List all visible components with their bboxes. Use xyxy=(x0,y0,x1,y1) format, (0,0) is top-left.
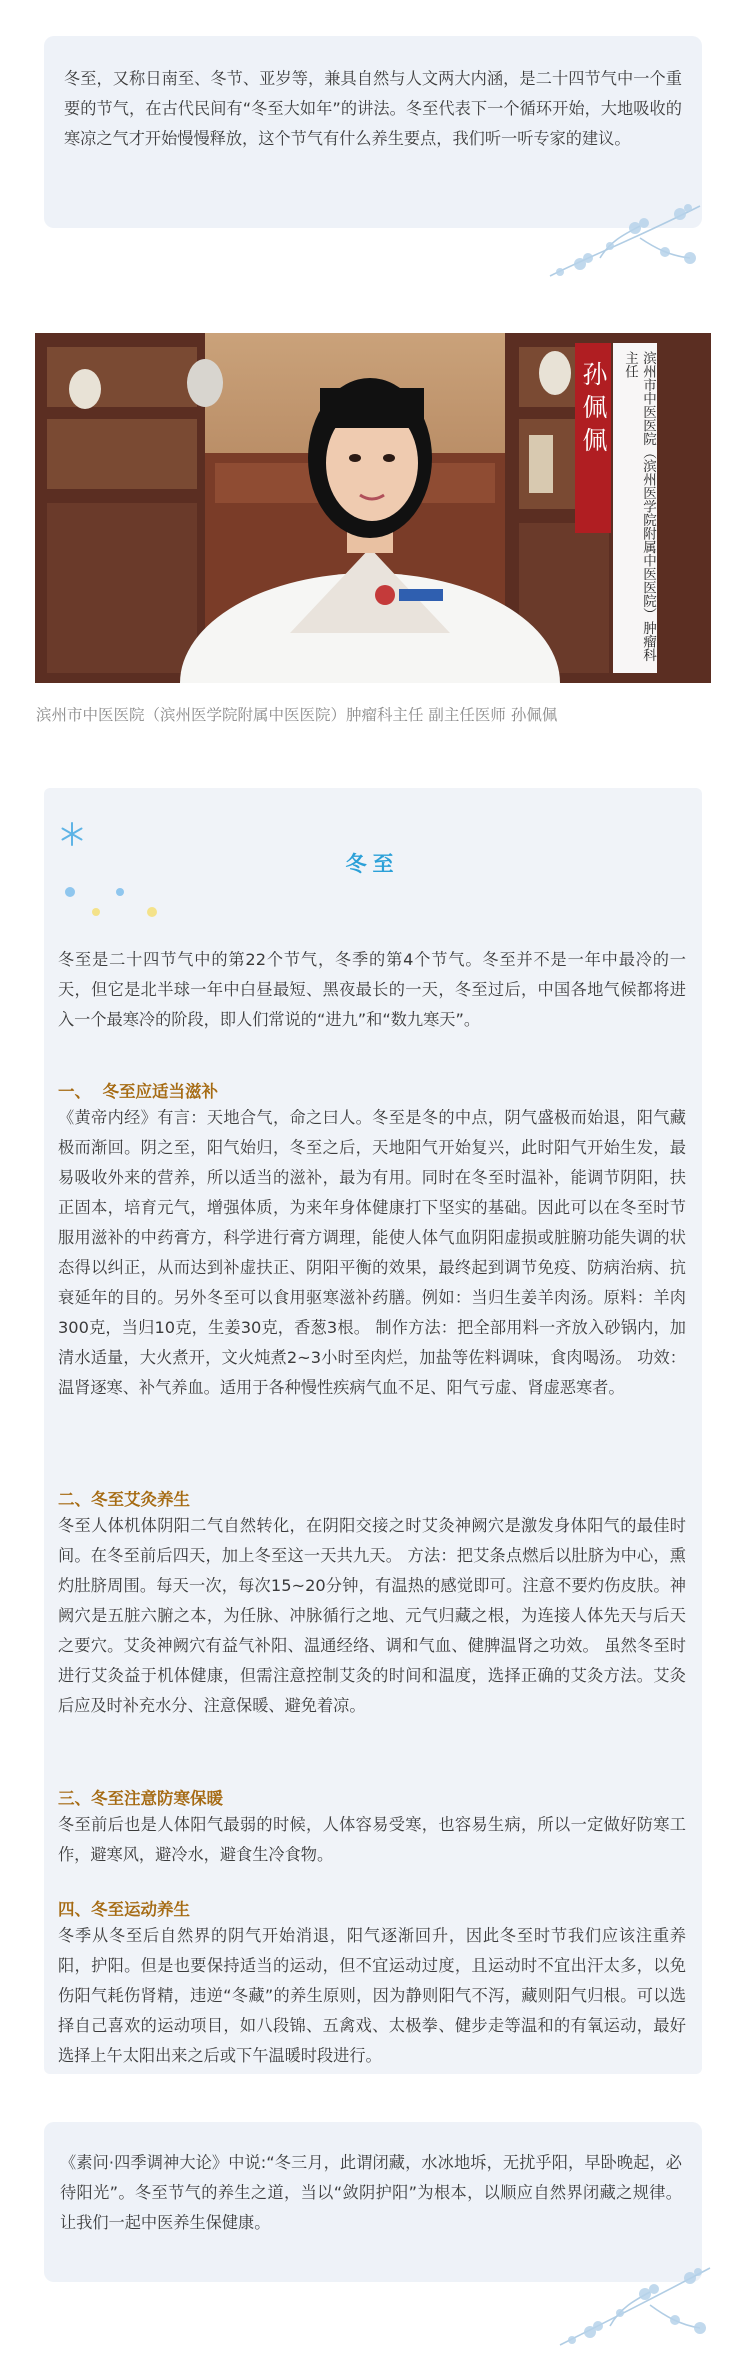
dots-decoration-icon xyxy=(64,884,164,924)
floral-branch-icon xyxy=(540,186,710,286)
section-heading-2: 二、冬至艾灸养生 xyxy=(58,1490,190,1509)
outro-text: 《素问·四季调神大论》中说:“冬三月，此谓闭藏，水冰地坼，无扰乎阳，早卧晚起，必待阳光”。冬至节气的养生之道，当以“敛阴护阳”为根本，以顺应自然界闭藏之规律。让我们一起中医养生保健康。 xyxy=(60,2153,682,2232)
section-text-1: 《黄帝内经》有言：天地合气，命之曰人。冬至是冬的中点，阴气盛极而始退，阳气藏极而渐回。阴之至，阳气始归，冬至之后，天地阳气开始复兴，此时阳气开始生发，最易吸收外来的营养，所以适当的滋补，最为有用。同时在冬至时温补，能调节阴阳，扶正固本，培育元气，增强体质，为来年身体健康打下坚实的基础。因此可以在冬至时节服用滋补的中药膏方，科学进行膏方调理，能使人体气血阴阳虚损或脏腑功能失调的状态得以纠正，从而达到补虚扶正、阴阳平衡的效果，最终起到调节免疫、防病治病、抗衰延年的目的。另外冬至可以食用驱寒滋补药膳。例如：当归生姜羊肉汤。原料：羊肉300克，当归10克，生姜30克，香葱3根。 制作方法：把全部用料一齐放入砂锅内，加清水适量，大火煮开，文火炖煮2~3小时至肉烂，加盐等佐料调味，食肉喝汤。 功效：温肾逐寒、补气养血。适用于各种慢性疾病气血不足、阳气亏虚、肾虚恶寒者。 xyxy=(58,1108,686,1397)
intro-text: 冬至，又称日南至、冬节、亚岁等，兼具自然与人文两大内涵，是二十四节气中一个重要的节气，在古代民间有“冬至大如年”的讲法。冬至代表下一个循环开始，大地吸收的寒凉之气才开始慢慢释放，这个节气有什么养生要点，我们听一听专家的建议。 xyxy=(64,69,682,148)
title-banner: 滨州市中医医院（滨州医学院附属中医医院）肿瘤科主任 xyxy=(622,351,656,662)
section-heading-1: 一、 冬至应适当滋补 xyxy=(58,1082,218,1101)
name-banner: 孙佩佩 xyxy=(579,361,608,460)
snowflake-icon xyxy=(58,820,86,848)
section-text-2: 冬至人体机体阴阳二气自然转化，在阴阳交接之时艾灸神阙穴是激发身体阳气的最佳时间。在冬至前后四天，加上冬至这一天共九天。 方法：把艾条点燃后以肚脐为中心，熏灼肚脐周围。每天一次，每次15~20分钟，有温热的感觉即可。注意不要灼伤皮肤。神阙穴是五脏六腑之本，为任脉、冲脉循行之地、元气归藏之根，为连接人体先天与后天之要穴。艾灸神阙穴有益气补阳、温通经络、调和气血、健脾温肾之功效。 虽然冬至时进行艾灸益于机体健康，但需注意控制艾灸的时间和温度，选择正确的艾灸方法。艾灸后应及时补充水分、注意保暖、避免着凉。 xyxy=(58,1516,686,1715)
section-heading-3: 三、冬至注意防寒保暖 xyxy=(58,1789,223,1808)
main-intro: 冬至是二十四节气中的第22个节气，冬季的第4个节气。冬至并不是一年中最冷的一天，但它是北半球一年中白昼最短、黑夜最长的一天，冬至过后，中国各地气候都将进入一个最寒冷的阶段，即人们常说的“进九”和“数九寒天”。 xyxy=(58,950,686,1029)
section-heading-4: 四、冬至运动养生 xyxy=(58,1900,190,1919)
doctor-photo xyxy=(35,333,711,683)
section-text-4: 冬季从冬至后自然界的阴气开始消退，阳气逐渐回升，因此冬至时节我们应该注重养阳，护阳。但是也要保持适当的运动，但不宜运动过度，且运动时不宜出汗太多，以免伤阳气耗伤肾精，违逆“冬藏”的养生原则，因为静则阳气不泻，藏则阳气归根。可以选择自己喜欢的运动项目，如八段锦、五禽戏、太极拳、健步走等温和的有氧运动，最好选择上午太阳出来之后或下午温暖时段进行。 xyxy=(58,1926,686,2065)
photo-caption: 滨州市中医医院（滨州医学院附属中医医院）肿瘤科主任 副主任医师 孙佩佩 xyxy=(36,706,558,724)
main-title: 冬至 xyxy=(345,852,400,876)
floral-branch-icon xyxy=(550,2250,720,2350)
section-text-3: 冬至前后也是人体阳气最弱的时候，人体容易受寒，也容易生病，所以一定做好防寒工作，避寒风，避冷水，避食生冷食物。 xyxy=(58,1815,686,1864)
